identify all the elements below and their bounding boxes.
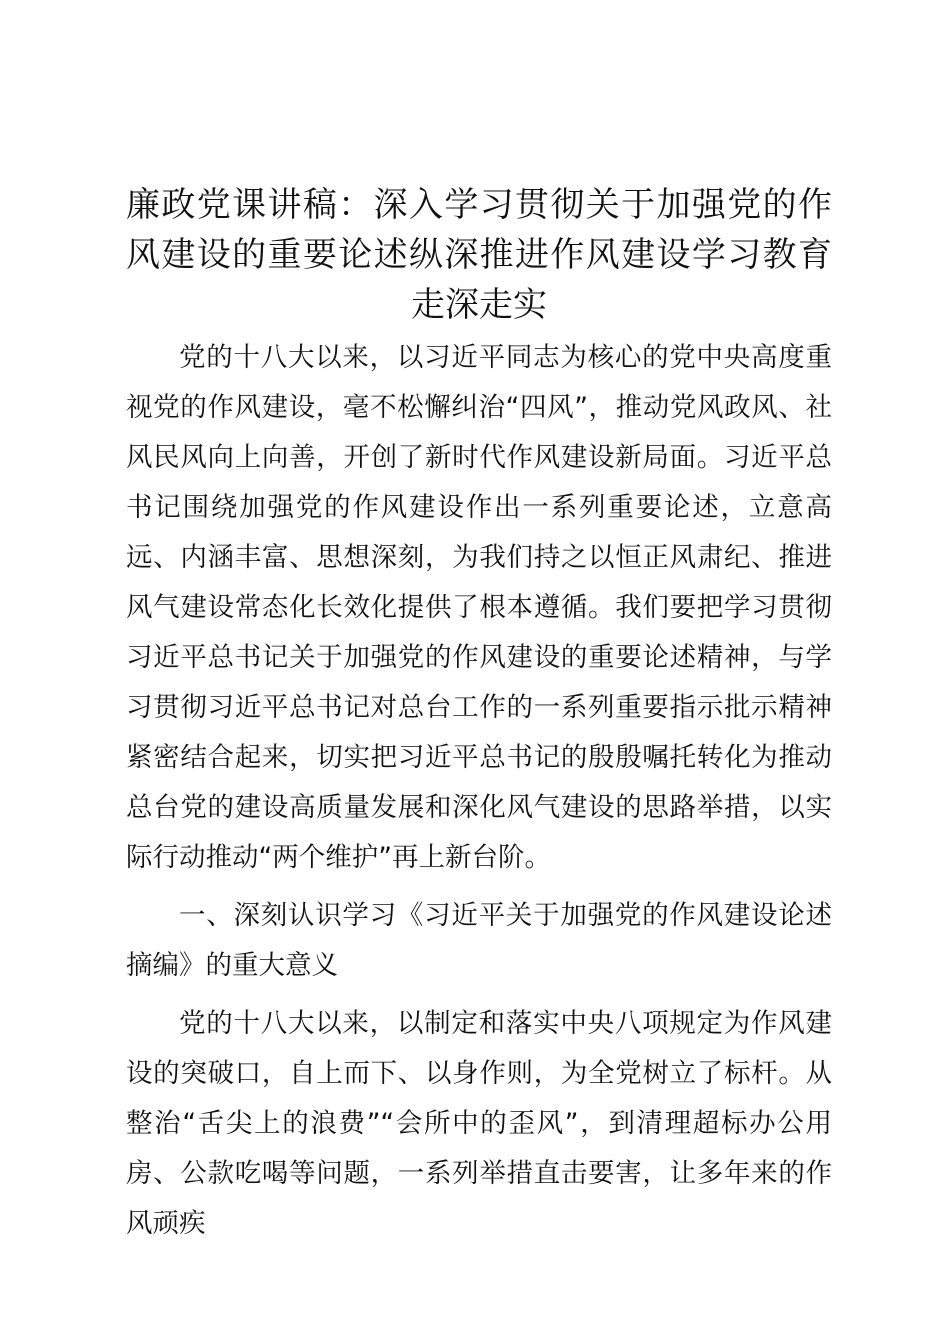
document-title: 廉政党课讲稿：深入学习贯彻关于加强党的作风建设的重要论述纵深推进作风建设学习教育走深走实 bbox=[126, 185, 832, 325]
paragraph-intro: 党的十八大以来，以习近平同志为核心的党中央高度重视党的作风建设，毫不松懈纠治“四风”，推动党风政风、社风民风向上向善，开创了新时代作风建设新局面。习近平总书记围绕加强党的作风建设作出一系列重要论述，立意高远、内涵丰富、思想深刻，为我们持之以恒正风肃纪、推进风气建设常态化长效化提供了根本遵循。我们要把学习贯彻习近平总书记关于加强党的作风建设的重要论述精神，与学习贯彻习近平总书记对总台工作的一系列重要指示批示精神紧密结合起来，切实把习近平总书记的殷殷嘱托转化为推动总台党的建设高质量发展和深化风气建设的思路举措，以实际行动推动“两个维护”再上新台阶。 bbox=[126, 342, 832, 873]
document-body bbox=[126, 180, 832, 1257]
section-heading-1: 一、深刻认识学习《习近平关于加强党的作风建设论述摘编》的重大意义 bbox=[126, 900, 832, 981]
paragraph-section-1: 党的十八大以来，以制定和落实中央八项规定为作风建设的突破口，自上而下、以身作则，为全党树立了标杆。从整治“舌尖上的浪费”“会所中的歪风”，到清理超标办公用房、公款吃喝等问题，一系列举措直击要害，让多年来的作风顽疾 bbox=[126, 1008, 832, 1239]
